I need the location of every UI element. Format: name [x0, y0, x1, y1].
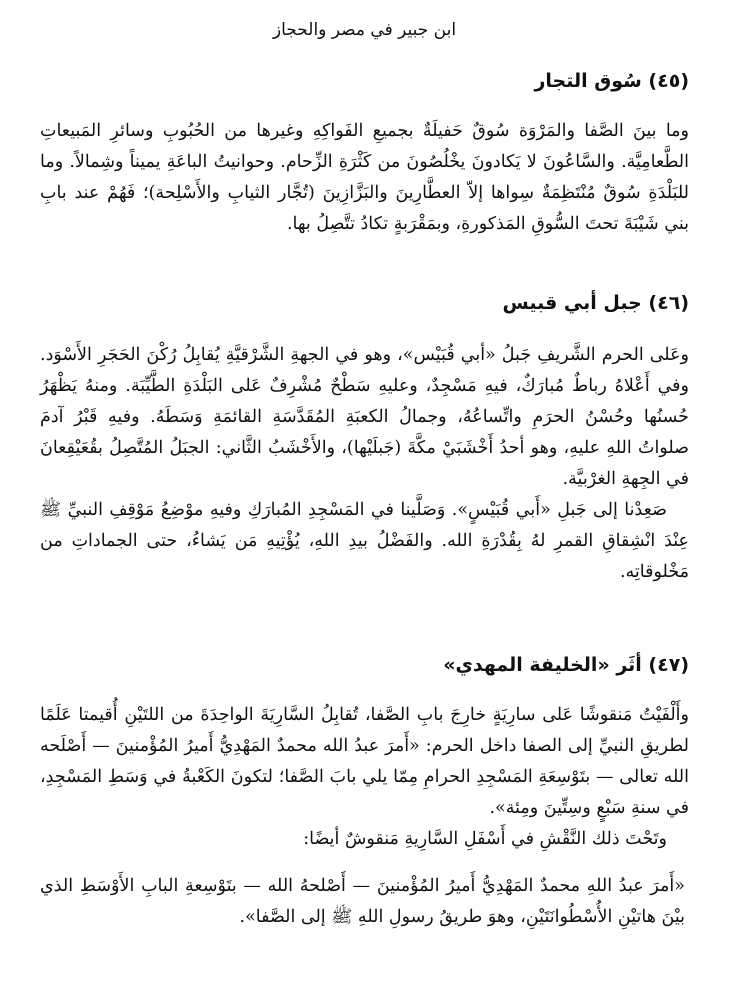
section-46	[40, 288, 689, 588]
section-title: (٤٥) سُوق التجار	[534, 70, 689, 92]
section-title: (٤٦) جبل أبي قبيس	[502, 292, 689, 314]
inscription-quote: «أَمرَ عبدُ اللهِ محمدٌ المَهْدِيُّ أَميرُ المُؤْمنينَ — أَصْلحهُ الله — بتَوْسِعةِ البابِ الأَوْسَطِ الذي بيْنَ هاتيْنِ الأُسْطُوانَتَيْنِ، وهوَ طريقُ رسولِ اللهِ ﷺ إلى الصَّفا».	[40, 876, 685, 927]
paragraph: وما بينَ الصَّفا والمَرْوَة سُوقٌ حَفيلَةٌ بجميعِ الفَواكِهِ وغيرها من الحُبُوبِ وسائرِ المَبيعاتِ الطَّعامِيَّة. والسَّاعُونَ لا يَكادونَ يخْلُصُونَ من كَثْرَةِ الزِّحام. وحوانيتُ الباعَةِ يميناً وشِمالاً. وما للبَلْدَةِ سُوقٌ مُنْتَظِمَةٌ سِواها إلاّ العطَّارِينَ والبَزَّازِينَ (تُجَّار الثيابِ والأَسْلِحة)؛ فَهُمْ عند بابِ بني شَيْبَةَ تحتَ السُّوقِ المَذكورةِ، وبمَقْرَبةٍ تكادُ تتَّصِلُ بها.	[40, 121, 689, 234]
section-title: (٤٧) أثَر «الخليفة المهدي»	[443, 654, 689, 676]
running-header: ابن جبير في مصر والحجاز	[272, 20, 457, 40]
paragraph: وأَلْفَيْتُ مَنقوشًا عَلى سارِيَةٍ خارِجَ بابِ الصَّفا، تُقابِلُ السَّارِيَةَ الواحِدَةَ من اللتَيْنِ أُقيمتا عَلَمًا لطريقِ النبيِّ إلى الصفا داخل الحرم: «أَمرَ عبدُ الله محمدٌ المَهْدِيُّ أَميرُ المُؤْمنينَ — أَصْلَحه الله تعالى — بتَوْسِعَةِ المَسْجِدِ الحرامِ مِمّا يلي بابَ الصَّفا؛ لتكونَ الكَعْبةُ في وَسَطِ المَسْجِدِ، في سنةِ سَبْعٍ وسِتِّينَ ومِئة».	[40, 705, 689, 818]
section-47	[40, 650, 689, 933]
section-45	[40, 66, 689, 240]
paragraph: وعَلى الحرم الشَّريفِ جَبلُ «أبي قُبَيْس»، وهو في الجهةِ الشَّرْقيَّةِ يُقابِلُ رُكْنَ الحَجَرِ الأَسْوَد. وفي أَعْلاهُ رباطٌ مُبارَكٌ، فيهِ مَسْجِدٌ، وعليهِ سَطْحٌ مُشْرِفٌ عَلى البَلْدَةِ الطَّيِّبَة. ومنهُ يَظْهَرُ حُسنُها وحُسْنُ الحرَمِ واتِّساعُهُ، وجمالُ الكعبَةِ المُقَدَّسَةِ القائمَةِ وَسَطَهُ. وفيهِ قَبْرُ آدمَ صلواتُ اللهِ عليهِ، وهو أحدُ أَخْشَبَيْ مكَّةَ (جَبلَيْها)، والأَخْشَبُ الثَّاني: الجبَلُ المُتَّصِلُ بقُعَيْقِعانَ في الجِهةِ الغرْبيَّة.	[40, 345, 689, 489]
paragraph: وتَحْتَ ذلك النَّقْشِ في أَسْفَلِ السَّارِيةِ مَنقوشٌ أيضًا:	[303, 829, 667, 849]
paragraph: صَعِدْنا إلى جَبلِ «أَبي قُبَيْسٍ». وَصَلَّينا في المَسْجِدِ المُبارَكِ وفيهِ موْضِعُ مَوْقِفِ النبيِّ ﷺ عِنْدَ انْشِقاقِ القمرِ لهُ بِقُدْرَةِ الله. والفَضْلُ بيدِ اللهِ، يُؤْتِيهِ مَن يَشاءُ، حتى الجماداتِ من مَخْلوقاتِه.	[40, 500, 689, 582]
